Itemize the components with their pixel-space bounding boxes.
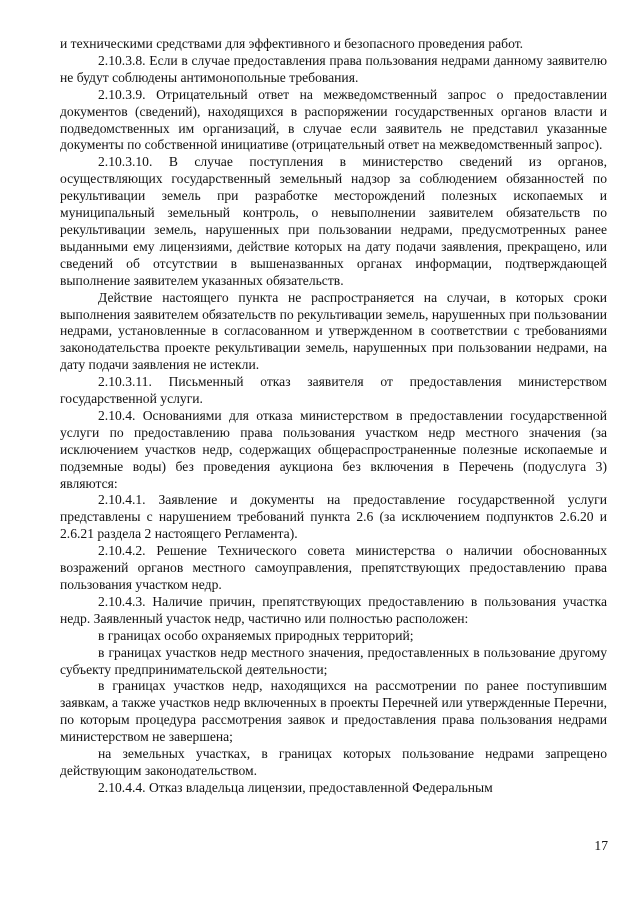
list-item-local-subsoil: в границах участков недр местного значения, предоставленных в пользование другому субъекту предпринимательской деятельности; (60, 644, 607, 677)
paragraph-2-10-3-11: 2.10.3.11. Письменный отказ заявителя от предоставления министерством государственной услуги. (60, 374, 607, 407)
paragraph-2-10-3-10: 2.10.3.10. В случае поступления в министерство сведений из органов, осуществляющих государственный земельный надзор за соблюдением обязанностей по рекультивации земель при разработке месторождений полезных ископаемых и муниципальный земельный контроль, о невыполнении заявителем обязательств по рекультивации земель, нарушенных при пользовании недрами, предусмотренных ранее выданными ему лицензиями, действие которых на дату подачи заявления, прекращено, или сведений об отсутствии в вышеназванных органах информации, подтверждающей выполнение заявителем указанных обязательств. (60, 154, 607, 288)
paragraph-2-10-4: 2.10.4. Основаниями для отказа министерством в предоставлении государственной услуги по предоставлению права пользования участком недр местного значения (за исключением участков недр, содержащих общераспространенные полезные ископаемые и подземные воды) без проведения аукциона без включения в Перечень (подуслуга 3) являются: (60, 407, 607, 491)
list-item-prohibited-lands: на земельных участках, в границах которых пользование недрами запрещено действующим законодательством. (60, 746, 607, 778)
paragraph-2-10-3-8: 2.10.3.8. Если в случае предоставления права пользования недрами данному заявителю не будут соблюдены антимонопольные требования. (60, 52, 607, 85)
paragraph-2-10-4-4: 2.10.4.4. Отказ владельца лицензии, предоставленной Федеральным (98, 779, 493, 795)
paragraph-2-10-4-1: 2.10.4.1. Заявление и документы на предоставление государственной услуги представлены с нарушением требований пункта 2.6 (за исключением подпунктов 2.6.20 и 2.6.21 раздела 2 настоящего Регламента). (60, 492, 607, 542)
page-number: 17 (594, 838, 608, 853)
paragraph-continuation: и техническими средствами для эффективного и безопасного проведения работ. (60, 36, 524, 51)
paragraph-2-10-4-3: 2.10.4.3. Наличие причин, препятствующих предоставлению в пользования участка недр. Заявленный участок недр, частично или полностью расположен: (60, 593, 607, 626)
paragraph-2-10-3-9: 2.10.3.9. Отрицательный ответ на межведомственный запрос о предоставлении документов (сведений), находящихся в распоряжении государственных органов власти и подведомственных им организаций, в случае если заявитель не представил указанные документы по собственной инициативе (отрицательный ответ на межведомственный запрос). (60, 86, 607, 153)
list-item-pending-applications: в границах участков недр, находящихся на рассмотрении по ранее поступившим заявкам, а также участков недр включенных в проекты Перечней или утвержденные Перечни, по которым процедура рассмотрения заявок и предоставления права пользования недрами министерством не завершена; (60, 678, 607, 745)
list-item-protected-territories: в границах особо охраняемых природных территорий; (98, 627, 414, 643)
paragraph-exception-note: Действие настоящего пункта не распространяется на случаи, в которых сроки выполнения заявителем обязательств по рекультивации земель, нарушенных при пользовании недрами, установленные в согласованном и утвержденном в соответствии с требованиями законодательства проекте рекультивации земель, нарушенных при пользовании недрами, на дату подачи заявления не истекли. (60, 289, 607, 373)
paragraph-2-10-4-2: 2.10.4.2. Решение Технического совета министерства о наличии обоснованных возражений органов местного самоуправления, препятствующих предоставлению права пользования участком недр. (60, 543, 607, 592)
document-page (60, 36, 607, 797)
